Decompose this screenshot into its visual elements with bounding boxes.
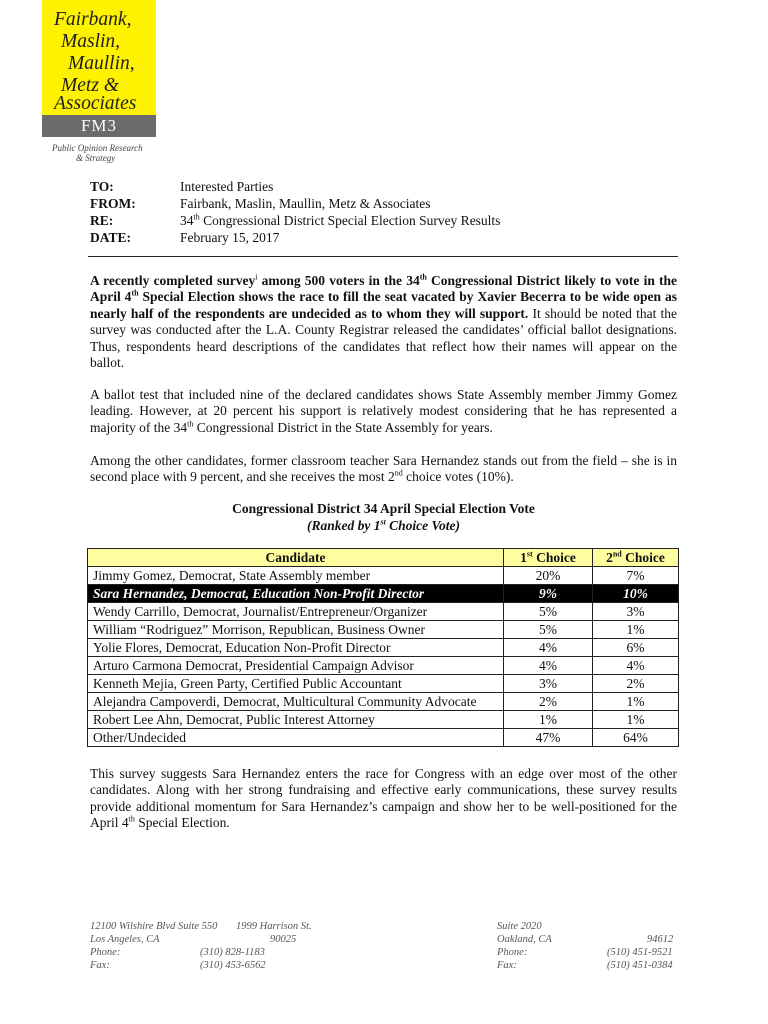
candidate-cell: Jimmy Gomez, Democrat, State Assembly member bbox=[88, 567, 504, 585]
tagline-line-1: Public Opinion Research bbox=[52, 143, 143, 153]
second-choice-cell: 6% bbox=[593, 639, 679, 657]
table-row bbox=[88, 675, 679, 693]
logo-line: Fairbank, bbox=[54, 9, 132, 30]
first-choice-cell: 4% bbox=[504, 657, 593, 675]
logo bbox=[42, 0, 156, 115]
date-label: DATE: bbox=[90, 230, 132, 245]
to-value: Interested Parties bbox=[180, 179, 274, 194]
footer-right-city: Oakland, CA bbox=[497, 934, 552, 945]
second-choice-cell: 10% bbox=[593, 585, 679, 603]
footer-right-address bbox=[497, 921, 677, 977]
first-choice-cell: 5% bbox=[504, 603, 593, 621]
table-row bbox=[88, 657, 679, 675]
first-choice-cell: 20% bbox=[504, 567, 593, 585]
table-row bbox=[88, 711, 679, 729]
second-choice-cell: 1% bbox=[593, 693, 679, 711]
first-choice-cell: 4% bbox=[504, 639, 593, 657]
from-value: Fairbank, Maslin, Maullin, Metz & Associates bbox=[180, 196, 431, 211]
table-header-row bbox=[88, 549, 679, 567]
table-title: Congressional District 34 April Special Election Vote bbox=[232, 501, 535, 516]
footer-left-phone-label: Phone: bbox=[90, 947, 121, 958]
tagline-line-2: & Strategy bbox=[76, 153, 116, 163]
second-choice-cell: 4% bbox=[593, 657, 679, 675]
header-divider bbox=[88, 256, 678, 257]
first-choice-cell: 2% bbox=[504, 693, 593, 711]
first-choice-cell: 5% bbox=[504, 621, 593, 639]
footer-right-zip: 94612 bbox=[647, 934, 674, 945]
to-label: TO: bbox=[90, 179, 114, 194]
table-row bbox=[88, 729, 679, 747]
footer-right-fax: (510) 451-0384 bbox=[607, 960, 673, 971]
candidate-cell: Wendy Carrillo, Democrat, Journalist/Entrepreneur/Organizer bbox=[88, 603, 504, 621]
first-choice-cell: 47% bbox=[504, 729, 593, 747]
second-choice-cell: 3% bbox=[593, 603, 679, 621]
re-label: RE: bbox=[90, 213, 114, 228]
footer-left-zip: 90025 bbox=[270, 934, 297, 945]
logo-line: Maullin, bbox=[68, 53, 135, 74]
table-row-highlighted bbox=[88, 585, 679, 603]
logo-line: Associates bbox=[54, 93, 137, 114]
re-value: 34th Congressional District Special Election Survey Results bbox=[180, 212, 501, 228]
second-choice-cell: 7% bbox=[593, 567, 679, 585]
first-choice-cell: 9% bbox=[504, 585, 593, 603]
footer-left-city: Los Angeles, CA bbox=[90, 934, 160, 945]
table-subtitle: (Ranked by 1st Choice Vote) bbox=[306, 517, 461, 533]
logo-line: Metz & bbox=[61, 75, 119, 96]
header-second-choice: 2nd Choice bbox=[593, 549, 679, 567]
from-label: FROM: bbox=[90, 196, 136, 211]
candidate-cell: Other/Undecided bbox=[88, 729, 504, 747]
second-choice-cell: 2% bbox=[593, 675, 679, 693]
first-choice-cell: 1% bbox=[504, 711, 593, 729]
footer-right-phone: (510) 451-9521 bbox=[607, 947, 673, 958]
logo-tagline bbox=[52, 143, 162, 163]
candidate-cell: William “Rodriguez” Morrison, Republican, Business Owner bbox=[88, 621, 504, 639]
second-choice-cell: 1% bbox=[593, 621, 679, 639]
paragraph-ballot-test: A ballot test that included nine of the declared candidates shows State Assembly member Jimmy Gomez leading. However, at 20 percent his support is relatively modest considering that he has represented a majority of the 34th Congressional District in the State Assembly for years. bbox=[90, 387, 677, 435]
footer-left-phone: (310) 828-1183 bbox=[200, 947, 265, 958]
candidate-cell: Kenneth Mejia, Green Party, Certified Public Accountant bbox=[88, 675, 504, 693]
paragraph-intro: A recently completed survey$^i$ among 500 voters in the 34th Congressional District likely to vote in the April 4th Special Election shows the race to fill the seat vacated by Xavier Becerra to be wide open as nearly half of the respondents are undecided as to whom they will support. It should be noted that the survey was conducted after the L.A. County Registrar released the candidates’ official ballot designations. Thus, respondents heard descriptions of the candidates that reflect how their names will appear on the ballot. bbox=[90, 272, 677, 371]
footer-right-fax-label: Fax: bbox=[497, 960, 517, 971]
table-row bbox=[88, 603, 679, 621]
footer-left-street: 12100 Wilshire Blvd Suite 550 bbox=[90, 921, 218, 932]
second-choice-cell: 64% bbox=[593, 729, 679, 747]
table-row bbox=[88, 567, 679, 585]
candidate-cell: Arturo Carmona Democrat, Presidential Campaign Advisor bbox=[88, 657, 504, 675]
table-row bbox=[88, 693, 679, 711]
header-first-choice: 1st Choice bbox=[504, 549, 593, 567]
logo-abbreviation: FM3 bbox=[42, 115, 156, 137]
vote-table bbox=[87, 548, 679, 747]
candidate-cell: Sara Hernandez, Democrat, Education Non-Profit Director bbox=[88, 585, 504, 603]
candidate-cell: Robert Lee Ahn, Democrat, Public Interest Attorney bbox=[88, 711, 504, 729]
logo-line: Maslin, bbox=[61, 31, 121, 52]
paragraph-conclusion: This survey suggests Sara Hernandez enters the race for Congress with an edge over most of the other candidates. Along with her strong fundraising and effective early communications, these survey results provide additional momentum for Sara Hernandez’s campaign and show her to be well-positioned for the April 4th Special Election. bbox=[90, 766, 677, 831]
table-row bbox=[88, 639, 679, 657]
date-value: February 15, 2017 bbox=[180, 230, 280, 245]
footer-right-suite: Suite 2020 bbox=[497, 921, 542, 932]
paragraph-other-candidates: Among the other candidates, former classroom teacher Sara Hernandez stands out from the field – she is in second place with 9 percent, and she receives the most 2nd choice votes (10%). bbox=[90, 453, 677, 485]
candidate-cell: Alejandra Campoverdi, Democrat, Multicultural Community Advocate bbox=[88, 693, 504, 711]
candidate-cell: Yolie Flores, Democrat, Education Non-Profit Director bbox=[88, 639, 504, 657]
first-choice-cell: 3% bbox=[504, 675, 593, 693]
second-choice-cell: 1% bbox=[593, 711, 679, 729]
header-candidate: Candidate bbox=[88, 549, 504, 567]
footer-left-fax: (310) 453-6562 bbox=[200, 960, 266, 971]
footer-right-phone-label: Phone: bbox=[497, 947, 528, 958]
footer-right-street: 1999 Harrison St. bbox=[236, 921, 312, 932]
footer-left-fax-label: Fax: bbox=[90, 960, 110, 971]
table-row bbox=[88, 621, 679, 639]
